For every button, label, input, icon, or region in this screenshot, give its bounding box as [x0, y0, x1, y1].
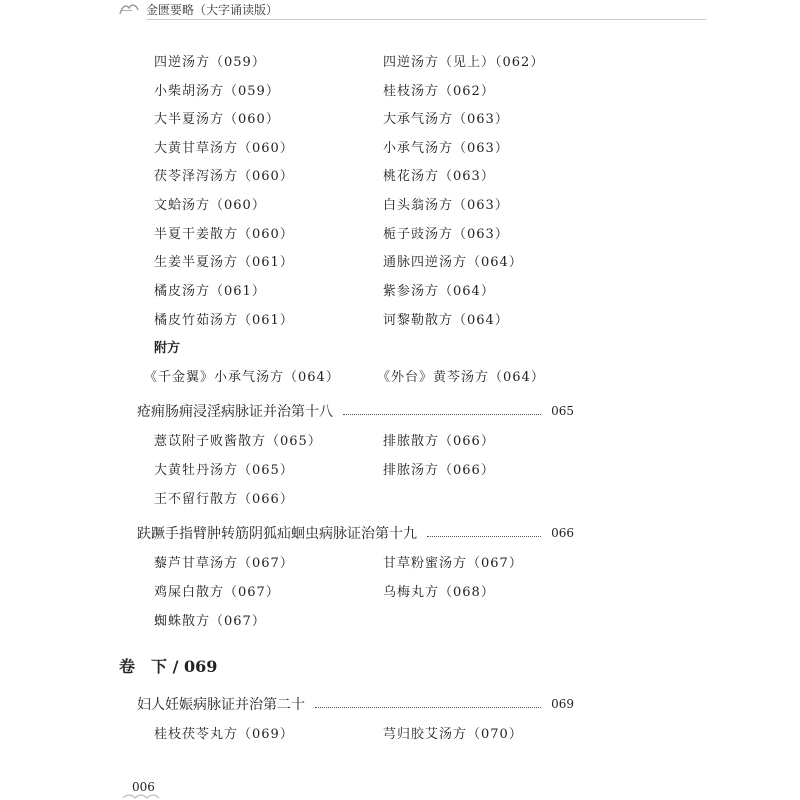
- toc-entry[interactable]: 芎归胶艾汤方（070）: [383, 727, 523, 742]
- toc-entry[interactable]: 紫参汤方（064）: [383, 284, 495, 299]
- header-rule: [146, 19, 706, 20]
- toc-entry[interactable]: 薏苡附子败酱散方（065）: [154, 434, 322, 449]
- toc-entry[interactable]: 藜芦甘草汤方（067）: [154, 556, 294, 571]
- section-page-number: 065: [551, 404, 574, 418]
- toc-entry[interactable]: 鸡屎白散方（067）: [154, 585, 280, 600]
- appendix-heading: 附方: [154, 341, 181, 356]
- leader-dots: [427, 536, 541, 537]
- toc-entry[interactable]: 小柴胡汤方（059）: [154, 84, 280, 99]
- toc-entry[interactable]: 四逆汤方（059）: [154, 55, 266, 70]
- leader-dots: [343, 414, 541, 415]
- section-title: 趺蹶手指臂肿转筋阴狐疝蛔虫病脉证治第十九: [137, 526, 417, 542]
- toc-entry[interactable]: 王不留行散方（066）: [154, 492, 294, 507]
- toc-entry[interactable]: 文蛤汤方（060）: [154, 198, 266, 213]
- toc-entry[interactable]: 乌梅丸方（068）: [383, 585, 495, 600]
- toc-entry[interactable]: 茯苓泽泻汤方（060）: [154, 169, 294, 184]
- leader-dots: [315, 707, 541, 708]
- toc-entry[interactable]: 桂枝汤方（062）: [383, 84, 495, 99]
- toc-entry[interactable]: 大承气汤方（063）: [383, 112, 509, 127]
- toc-entry[interactable]: 半夏干姜散方（060）: [154, 227, 294, 242]
- toc-entry[interactable]: 大黄牡丹汤方（065）: [154, 463, 294, 478]
- toc-entry[interactable]: 小承气汤方（063）: [383, 141, 509, 156]
- page-number: 006: [132, 780, 155, 794]
- toc-entry[interactable]: 大半夏汤方（060）: [154, 112, 280, 127]
- toc-entry[interactable]: 诃黎勒散方（064）: [383, 313, 509, 328]
- toc-entry[interactable]: 甘草粉蜜汤方（067）: [383, 556, 523, 571]
- toc-entry[interactable]: 蜘蛛散方（067）: [154, 614, 266, 629]
- footer-ornament-icon: [122, 793, 164, 800]
- section-title: 疮痈肠痈浸淫病脉证并治第十八: [137, 404, 333, 420]
- toc-entry[interactable]: 大黄甘草汤方（060）: [154, 141, 294, 156]
- toc-entry[interactable]: 栀子豉汤方（063）: [383, 227, 509, 242]
- book-logo-icon: [118, 2, 140, 16]
- toc-entry[interactable]: 四逆汤方（见上）（062）: [383, 55, 545, 70]
- toc-entry[interactable]: 桂枝茯苓丸方（069）: [154, 727, 294, 742]
- section-heading[interactable]: [137, 401, 574, 421]
- toc-entry[interactable]: 橘皮竹茹汤方（061）: [154, 313, 294, 328]
- toc-entry[interactable]: 排脓汤方（066）: [383, 463, 495, 478]
- toc-entry[interactable]: 生姜半夏汤方（061）: [154, 255, 294, 270]
- section-heading[interactable]: [137, 523, 574, 543]
- toc-entry[interactable]: 排脓散方（066）: [383, 434, 495, 449]
- section-title: 妇人妊娠病脉证并治第二十: [137, 697, 305, 713]
- volume-heading[interactable]: 卷 下 / 069: [119, 657, 218, 676]
- book-title: 金匮要略（大字诵读版）: [146, 3, 279, 17]
- section-heading[interactable]: [137, 694, 574, 714]
- toc-entry[interactable]: 白头翁汤方（063）: [383, 198, 509, 213]
- section-page-number: 066: [551, 526, 574, 540]
- toc-entry[interactable]: 《外台》黄芩汤方（064）: [377, 370, 545, 385]
- toc-entry[interactable]: 通脉四逆汤方（064）: [383, 255, 523, 270]
- toc-entry[interactable]: 橘皮汤方（061）: [154, 284, 266, 299]
- toc-entry[interactable]: 《千金翼》小承气汤方（064）: [144, 370, 340, 385]
- section-page-number: 069: [551, 697, 574, 711]
- toc-entry[interactable]: 桃花汤方（063）: [383, 169, 495, 184]
- page-header: [0, 0, 800, 22]
